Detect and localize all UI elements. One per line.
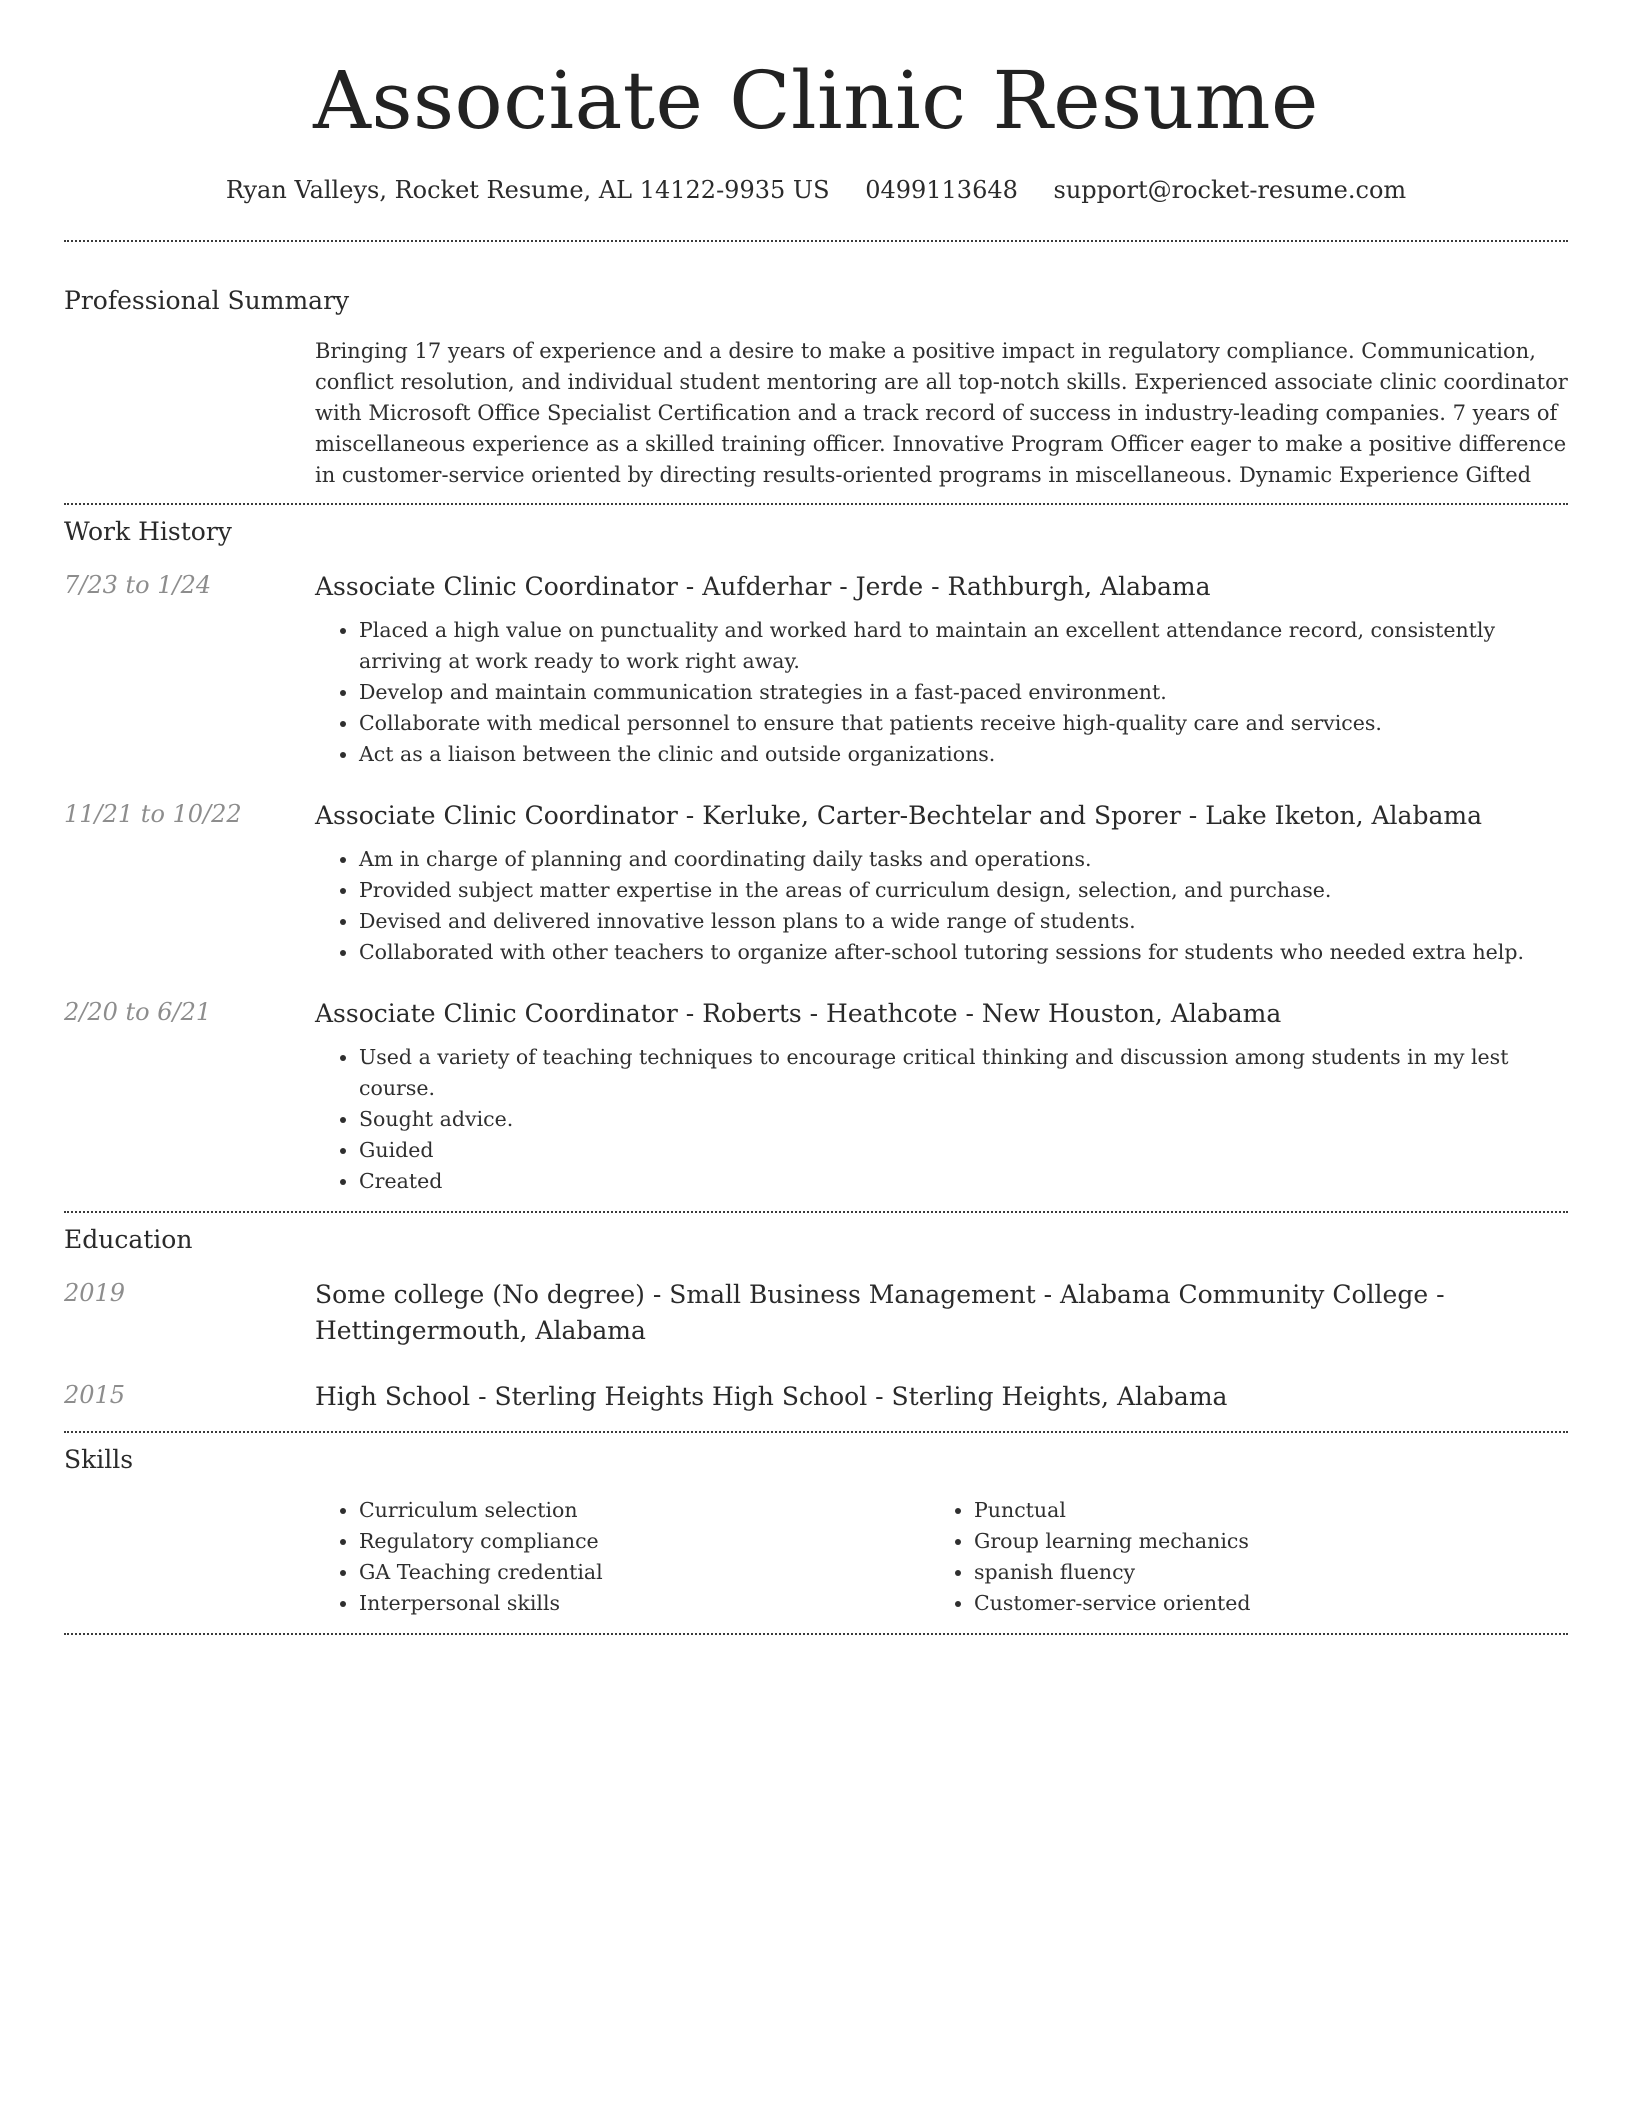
list-item: • Created: [359, 1166, 1568, 1197]
work-section: [64, 515, 1568, 1197]
summary-text: Bringing 17 years of experience and a desire to make a positive impact in regulatory compliance. Communication, conflict resolution, and individual student mentoring are all top-notch skills. Experienced associate clinic coordinator with Microsoft Office Specialist Certification and a track record of success in industry-leading companies. 7 years of miscellaneous experience as a skilled training officer. Innovative Program Officer eager to make a positive difference in customer-service oriented by directing results-oriented programs in miscellaneous. Dynamic Experience Gifted: [315, 339, 1568, 487]
skills-column-2: [930, 1495, 1545, 1619]
resume-header: [64, 0, 1568, 206]
skills-columns: [315, 1495, 1568, 1619]
work-heading: Work History: [64, 517, 232, 546]
education-year: 2019: [64, 1279, 126, 1307]
education-degree: Some college (No degree) - Small Business Management: [315, 1280, 1036, 1309]
skill-item: • spanish fluency: [974, 1557, 1545, 1588]
skills-section: [64, 1443, 1568, 1619]
skill-item: • Customer-service oriented: [974, 1588, 1545, 1619]
education-entry: [64, 1379, 1568, 1415]
list-item: • Am in charge of planning and coordinating daily tasks and operations.: [359, 844, 1568, 875]
job-title: [315, 996, 1568, 1032]
education-school: - Alabama Community College - Hettingermouth, Alabama: [315, 1280, 1445, 1345]
list-item: • Sought advice.: [359, 1104, 1568, 1135]
job-entry: [64, 996, 1568, 1197]
list-item: • Develop and maintain communication strategies in a fast-paced environment.: [359, 677, 1568, 708]
skill-item: • Interpersonal skills: [359, 1588, 930, 1619]
skill-item: • Regulatory compliance: [359, 1526, 930, 1557]
job-role: Associate Clinic Coordinator: [315, 572, 678, 601]
job-role: Associate Clinic Coordinator: [315, 801, 678, 830]
job-dates: 2/20 to 6/21: [64, 998, 212, 1026]
summary-heading: Professional Summary: [64, 286, 350, 315]
education-title: [315, 1379, 1568, 1415]
education-title: [315, 1277, 1568, 1349]
education-heading: Education: [64, 1225, 193, 1254]
job-entry: [64, 569, 1568, 770]
skills-heading: Skills: [64, 1445, 134, 1474]
education-section: [64, 1223, 1568, 1415]
list-item: • Provided subject matter expertise in the areas of curriculum design, selection, and purchase.: [359, 875, 1568, 906]
list-item: • Collaborate with medical personnel to ensure that patients receive high-quality care and services.: [359, 708, 1568, 739]
education-entry: [64, 1277, 1568, 1349]
job-title: [315, 569, 1568, 605]
job-company: - Aufderhar - Jerde - Rathburgh, Alabama: [677, 572, 1211, 601]
divider: [64, 1211, 1568, 1213]
summary-section: [64, 284, 1568, 491]
skill-item: • Punctual: [974, 1495, 1545, 1526]
divider: [64, 240, 1568, 242]
job-company: - Roberts - Heathcote - New Houston, Alabama: [677, 999, 1282, 1028]
job-entry: [64, 798, 1568, 968]
list-item: • Placed a high value on punctuality and worked hard to maintain an excellent attendance record, consistently arriving at work ready to work right away.: [359, 615, 1568, 677]
contact-line: [64, 174, 1568, 206]
list-item: • Act as a liaison between the clinic and outside organizations.: [359, 739, 1568, 770]
list-item: • Guided: [359, 1135, 1568, 1166]
skill-item: • Curriculum selection: [359, 1495, 930, 1526]
job-role: Associate Clinic Coordinator: [315, 999, 678, 1028]
job-bullets: [315, 615, 1568, 770]
contact-phone: 0499113648: [865, 176, 1018, 204]
job-bullets: [315, 1042, 1568, 1197]
divider: [64, 1431, 1568, 1433]
job-dates: 11/21 to 10/22: [64, 800, 242, 828]
education-year: 2015: [64, 1381, 126, 1409]
resume-title: Associate Clinic Resume: [313, 54, 1319, 147]
contact-email: support@rocket-resume.com: [1053, 176, 1407, 204]
list-item: • Devised and delivered innovative lesson plans to a wide range of students.: [359, 906, 1568, 937]
job-bullets: [315, 844, 1568, 968]
divider: [64, 503, 1568, 505]
skill-item: • GA Teaching credential: [359, 1557, 930, 1588]
list-item: • Used a variety of teaching techniques to encourage critical thinking and discussion among students in my lest course.: [359, 1042, 1568, 1104]
education-degree: High School: [315, 1382, 471, 1411]
skills-column-1: [315, 1495, 930, 1619]
job-title: [315, 798, 1568, 834]
contact-address: Ryan Valleys, Rocket Resume, AL 14122-9935 US: [225, 176, 830, 204]
job-company: - Kerluke, Carter-Bechtelar and Sporer - Lake Iketon, Alabama: [677, 801, 1482, 830]
skill-item: • Group learning mechanics: [974, 1526, 1545, 1557]
list-item: • Collaborated with other teachers to organize after-school tutoring sessions for students who needed extra help.: [359, 937, 1568, 968]
job-dates: 7/23 to 1/24: [64, 571, 212, 599]
divider: [64, 1633, 1568, 1635]
education-school: - Sterling Heights High School - Sterling Heights, Alabama: [470, 1382, 1228, 1411]
